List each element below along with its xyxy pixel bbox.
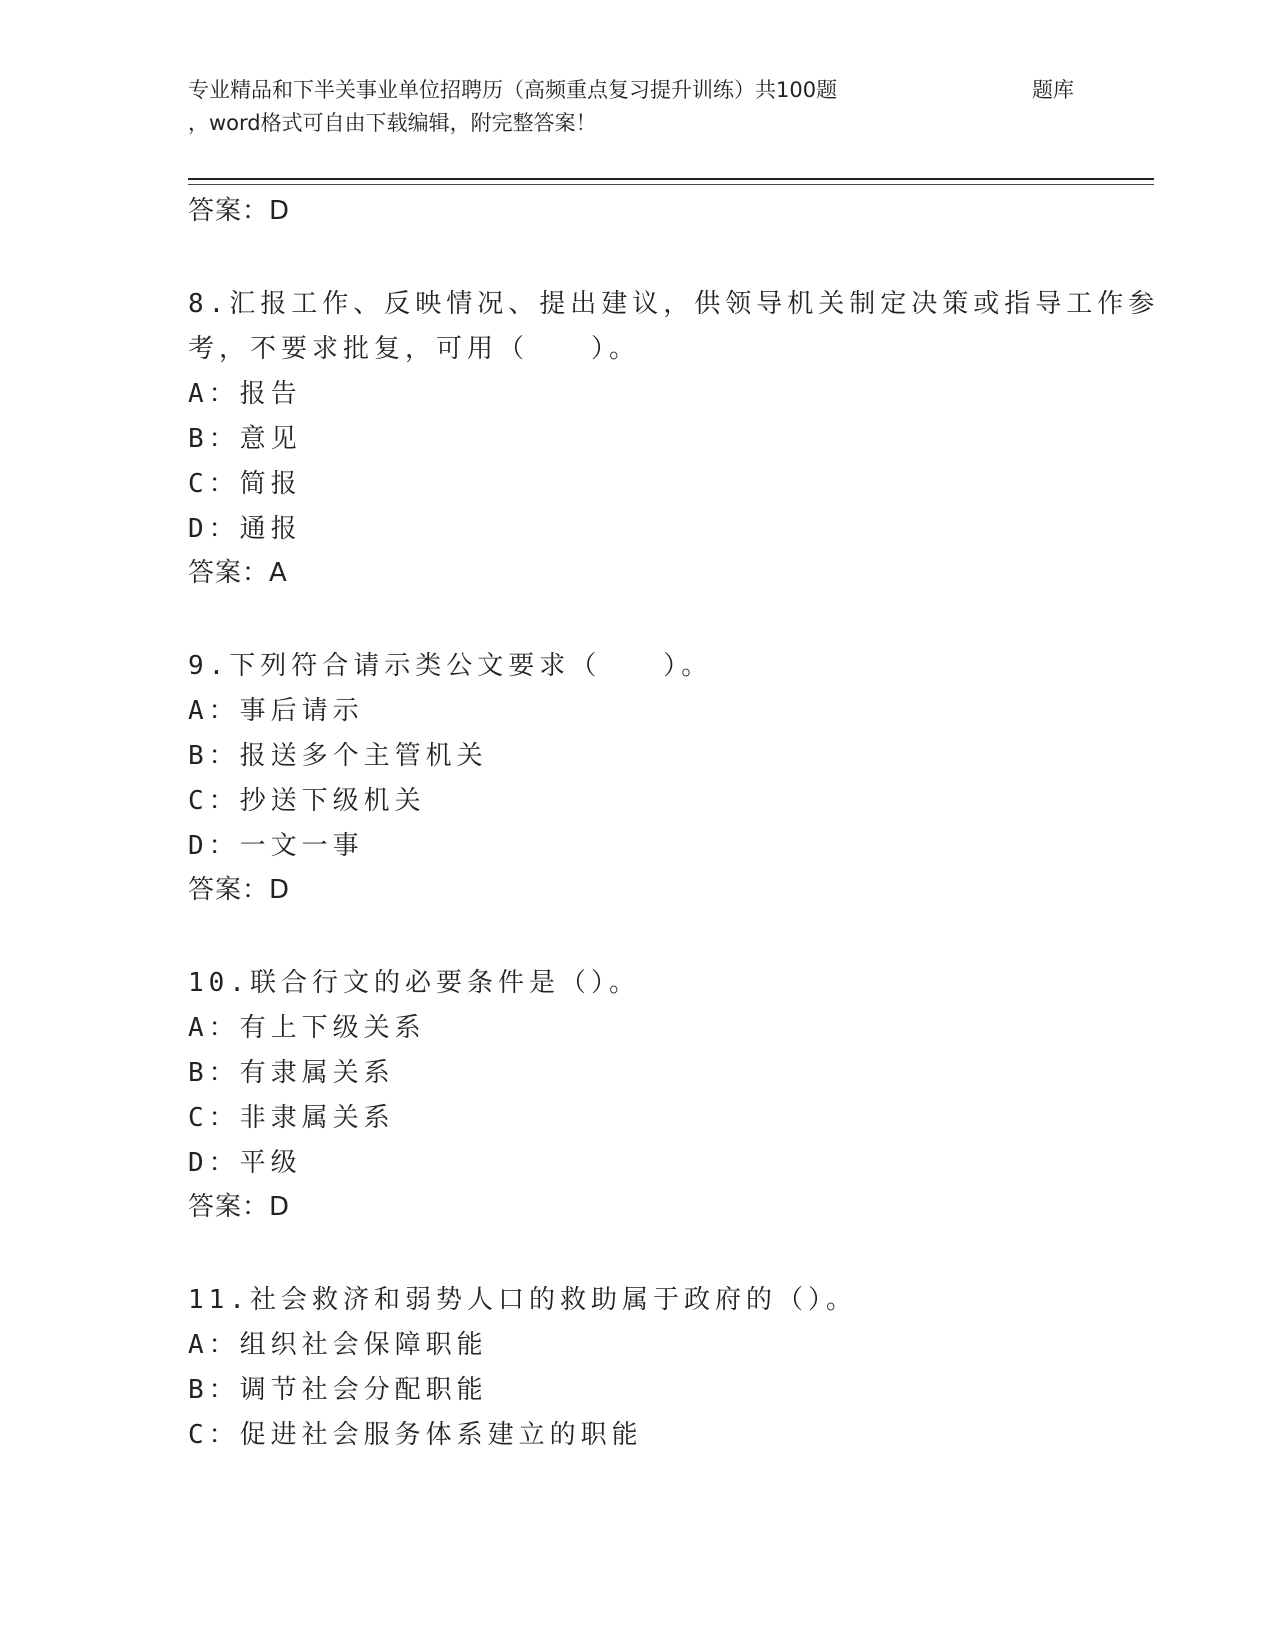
answer-line: 答案：D (188, 875, 291, 905)
answer-line: 答案：D (188, 196, 291, 226)
option-b: B：意见 (188, 424, 302, 454)
option-a: A：报告 (188, 379, 302, 409)
header-subtitle: ，word格式可自由下载编辑，附完整答案！ (188, 111, 597, 135)
question-text: 8.汇报工作、反映情况、提出建议，供领导机关制定决策或指导工作参考，不要求批复，可用（ ）。 (188, 289, 1160, 364)
question-block (188, 282, 1188, 594)
option-b: B：有隶属关系 (188, 1058, 395, 1088)
question-text: 9.下列符合请示类公文要求（ ）。 (188, 651, 713, 681)
question-text: 10.联合行文的必要条件是（）。 (188, 968, 640, 998)
question-spacer (188, 232, 1188, 282)
header-rule-thin (188, 184, 1154, 185)
option-d: D：平级 (188, 1148, 302, 1178)
answer-line: 答案：D (188, 1192, 291, 1222)
option-a: A：事后请示 (188, 696, 364, 726)
option-b: B：调节社会分配职能 (188, 1375, 488, 1405)
answer-line: 答案：A (188, 558, 288, 588)
option-d: D：通报 (188, 514, 302, 544)
option-a: A：有上下级关系 (188, 1013, 426, 1043)
option-c: C：抄送下级机关 (188, 786, 426, 816)
option-d: D：一文一事 (188, 831, 364, 861)
question-spacer (188, 911, 1188, 961)
question-spacer (188, 1228, 1188, 1278)
header-rule-thick (188, 178, 1154, 180)
option-c: C：非隶属关系 (188, 1103, 395, 1133)
header-title: 专业精品和下半关事业单位招聘历（高频重点复习提升训练）共100题 (188, 78, 838, 102)
header-title-line (188, 74, 1088, 107)
option-c: C：简报 (188, 469, 302, 499)
option-b: B：报送多个主管机关 (188, 741, 488, 771)
header-tag: 题库 (1032, 78, 1074, 102)
question-block (188, 1278, 1188, 1458)
page-header (188, 74, 1088, 140)
option-a: A：组织社会保障职能 (188, 1330, 488, 1360)
question-text: 11.社会救济和弱势人口的救助属于政府的（）。 (188, 1285, 857, 1315)
question-block (188, 644, 1188, 911)
question-block (188, 961, 1188, 1228)
question-list (188, 190, 1188, 1458)
question-spacer (188, 594, 1188, 644)
option-c: C：促进社会服务体系建立的职能 (188, 1420, 643, 1450)
